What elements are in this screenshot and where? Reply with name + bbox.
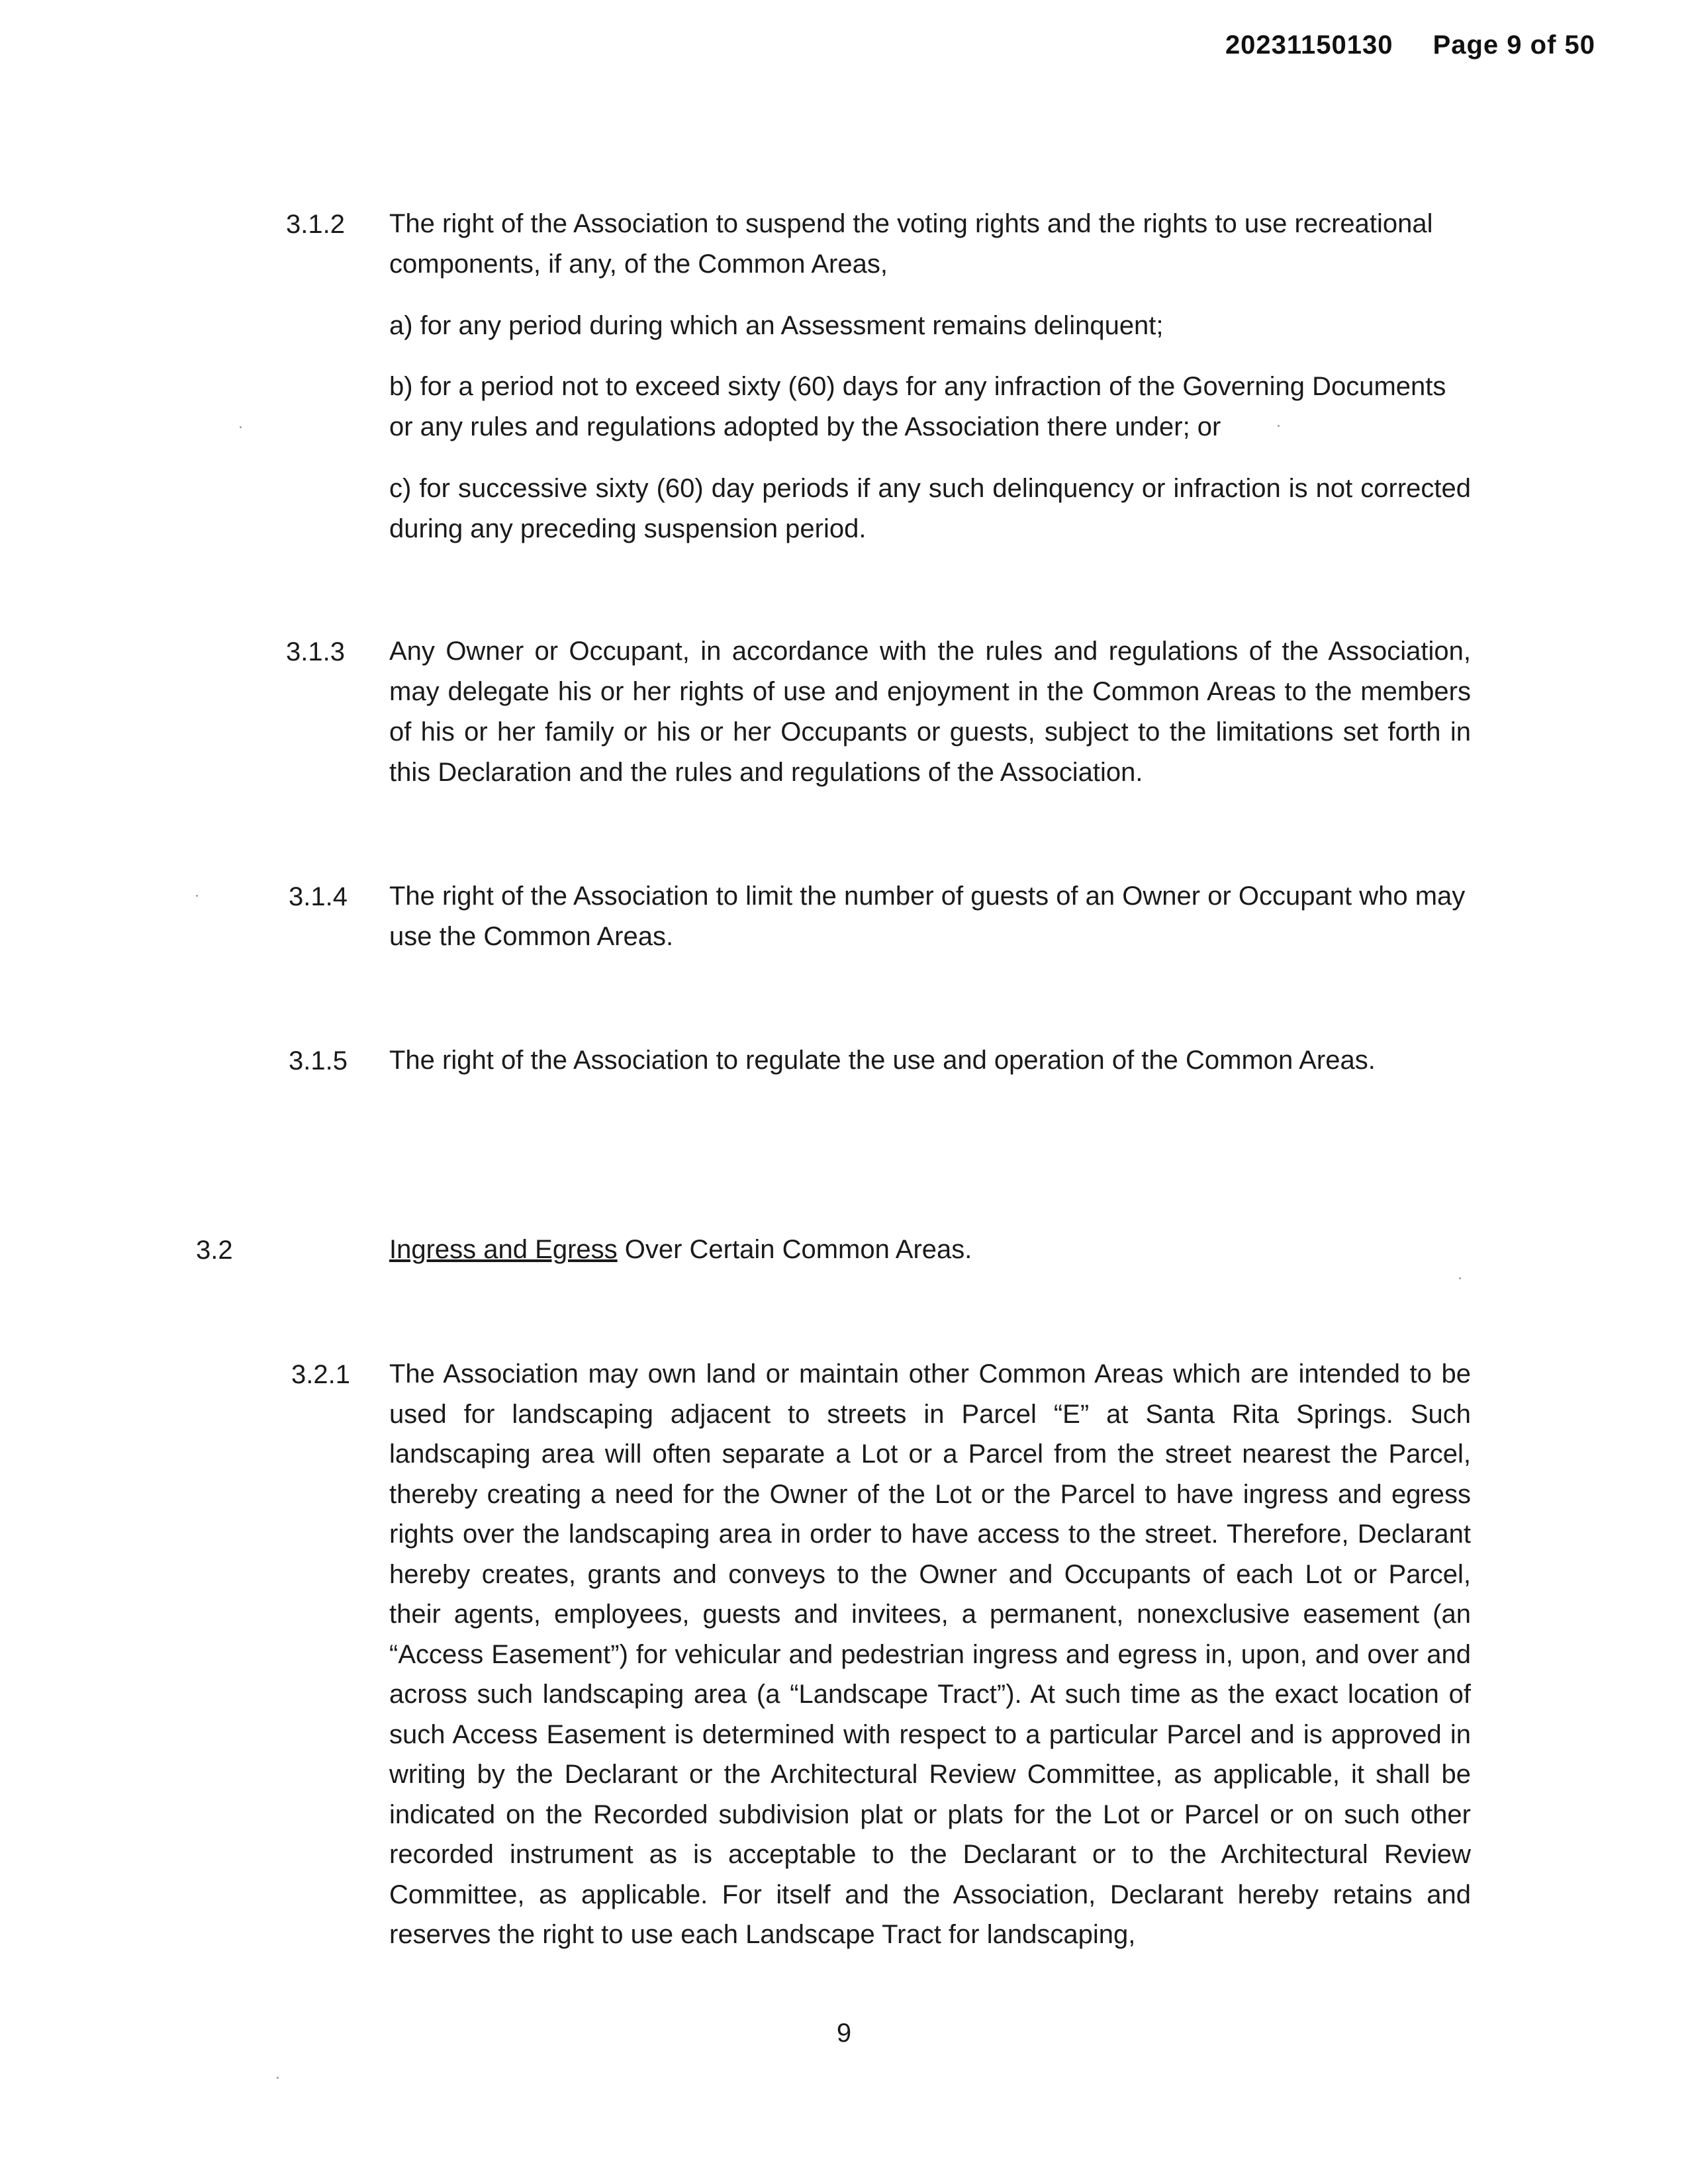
section-3-2-1-text: The Association may own land or maintain other Common Areas which are intended to be used for landscaping adjacent to streets in Parcel “E” at Santa Rita Springs. Such landscaping area will often separate a Lot or a Parcel from the street nearest the Parcel, thereby creating a need for the Owner of the Lot or the Parcel to have ingress and egress rights over the landscaping area in order to have access to the street. Therefore, Declarant hereby creates, grants and conveys to the Owner and Occupants of each Lot or Parcel, their agents, employees, guests and invitees, a permanent, nonexclusive easement (an “Access Easement”) for vehicular and pedestrian ingress and egress in, upon, and over and across such landscaping area (a “Landscape Tract”). At such time as the exact location of such Access Easement is determined with respect to a particular Parcel and is approved in writing by the Declarant or the Architectural Review Committee, as applicable, it shall be indicated on the Recorded subdivision plat or plats for the Lot or Parcel or on such other recorded instrument as is acceptable to the Declarant or to the Architectural Review Committee, as applicable. For itself and the Association, Declarant hereby retains and reserves the right to use each Landscape Tract for landscaping,: [389, 1359, 1471, 1949]
scan-speck: [240, 426, 242, 428]
section-3-1-3-text: Any Owner or Occupant, in accordance with the rules and regulations of the Association, may delegate his or her rights of use and enjoyment in the Common Areas to the members of his or her family or his or her Occupants or guests, subject to the limitations set forth in this Declaration and the rules and regulations of the Association.: [389, 637, 1471, 787]
section-3-1-2-item-b: b) for a period not to exceed sixty (60) days for any infraction of the Governing Documents or any rules and regulations adopted by the Association there under; or: [389, 372, 1446, 441]
scan-speck: [196, 895, 198, 897]
footer-page-number: 9: [836, 2019, 852, 2048]
section-number-3-1-5: 3.1.5: [289, 1046, 348, 1075]
section-3-1-2-text: The right of the Association to suspend the voting rights and the rights to use recreational components, if any, of the Common Areas,: [389, 209, 1433, 279]
section-3-1-5-text: The right of the Association to regulate the use and operation of the Common Areas.: [389, 1046, 1376, 1075]
section-3-2-heading: [389, 1230, 1471, 1270]
section-number-3-1-4: 3.1.4: [289, 882, 348, 911]
section-number-3-1-2: 3.1.2: [286, 210, 345, 239]
section-3-2-heading-rest: Over Certain Common Areas.: [617, 1235, 972, 1264]
section-3-1-2-item-a: a) for any period during which an Assessment remains delinquent;: [389, 311, 1164, 340]
page-header: [1225, 30, 1595, 60]
section-3-1-2-intro: [389, 204, 1471, 285]
section-number-3-2: 3.2: [196, 1236, 233, 1265]
section-3-2-heading-underlined: Ingress and Egress: [389, 1235, 618, 1264]
section-3-1-4-text: The right of the Association to limit the number of guests of an Owner or Occupant who may use the Common Areas.: [389, 882, 1466, 951]
section-number-3-1-3: 3.1.3: [286, 637, 345, 666]
scan-speck: [277, 2077, 279, 2079]
section-3-1-2-item-c: c) for successive sixty (60) day periods if any such delinquency or infraction is not corrected during any preceding suspension period.: [389, 474, 1471, 543]
section-number-3-2-1: 3.2.1: [291, 1360, 350, 1389]
scan-speck: [1459, 1277, 1461, 1279]
page-label: Page 9 of 50: [1432, 30, 1595, 60]
document-id: 20231150130: [1225, 30, 1393, 60]
scan-speck: [1278, 425, 1280, 427]
